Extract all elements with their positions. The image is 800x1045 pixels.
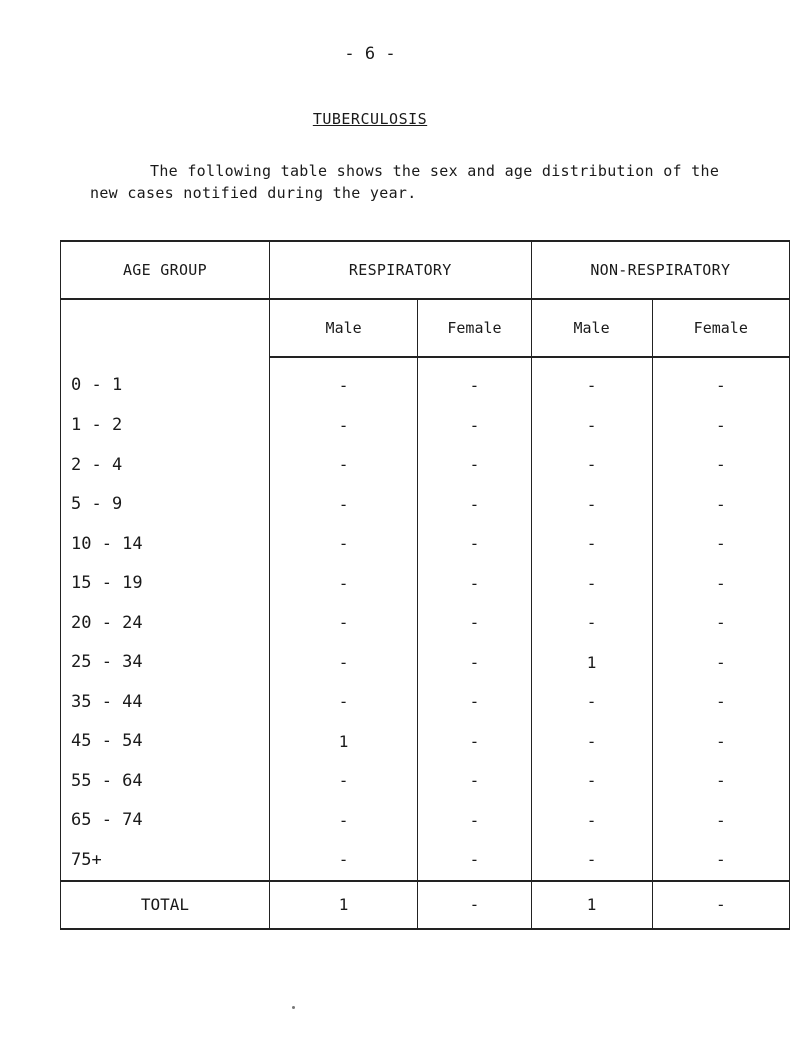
group-header-row (61, 241, 790, 299)
tuberculosis-table (60, 240, 790, 930)
resp-male-cell: - (269, 840, 417, 881)
sub-header-nonresp-male: Male (531, 299, 652, 357)
resp-female-cell: - (418, 406, 531, 446)
nonresp-male-cell: - (531, 603, 652, 643)
table-row (61, 682, 790, 722)
age-cell: 5 - 9 (61, 485, 270, 525)
table-row (61, 445, 790, 485)
resp-female-cell: - (418, 643, 531, 683)
table-row (61, 485, 790, 525)
resp-female-cell: - (418, 445, 531, 485)
nonresp-female-cell: - (652, 357, 789, 406)
nonresp-male-cell: - (531, 722, 652, 762)
age-cell: 65 - 74 (61, 801, 270, 841)
table-row (61, 761, 790, 801)
nonresp-female-cell: - (652, 643, 789, 683)
resp-male-cell: - (269, 564, 417, 604)
table-row (61, 722, 790, 762)
age-cell: 45 - 54 (61, 722, 270, 762)
resp-female-cell: - (418, 485, 531, 525)
resp-male-cell: - (269, 801, 417, 841)
nonresp-male-cell: - (531, 485, 652, 525)
nonresp-male-cell: - (531, 357, 652, 406)
nonresp-female-cell: - (652, 840, 789, 881)
header-non-respiratory: NON-RESPIRATORY (531, 241, 789, 299)
age-cell: 75+ (61, 840, 270, 881)
sub-header-blank (61, 299, 270, 357)
table-row (61, 603, 790, 643)
total-label: TOTAL (61, 881, 270, 929)
nonresp-male-cell: 1 (531, 643, 652, 683)
sub-header-nonresp-female: Female (652, 299, 789, 357)
nonresp-female-cell: - (652, 445, 789, 485)
page-number: - 6 - (344, 44, 396, 64)
age-cell: 2 - 4 (61, 445, 270, 485)
nonresp-male-cell: - (531, 445, 652, 485)
nonresp-male-cell: - (531, 682, 652, 722)
age-cell: 35 - 44 (61, 682, 270, 722)
resp-female-cell: - (418, 564, 531, 604)
age-cell: 15 - 19 (61, 564, 270, 604)
header-age-group: AGE GROUP (61, 241, 270, 299)
resp-male-cell: - (269, 406, 417, 446)
resp-female-cell: - (418, 357, 531, 406)
nonresp-male-cell: - (531, 564, 652, 604)
resp-female-cell: - (418, 524, 531, 564)
nonresp-male-cell: - (531, 761, 652, 801)
nonresp-female-cell: - (652, 801, 789, 841)
table-row (61, 643, 790, 683)
nonresp-male-cell: - (531, 840, 652, 881)
resp-female-cell: - (418, 761, 531, 801)
nonresp-female-cell: - (652, 485, 789, 525)
nonresp-female-cell: - (652, 524, 789, 564)
resp-male-cell: - (269, 643, 417, 683)
resp-male-cell: - (269, 682, 417, 722)
nonresp-male-cell: - (531, 406, 652, 446)
age-cell: 10 - 14 (61, 524, 270, 564)
table-row (61, 564, 790, 604)
nonresp-male-cell: - (531, 801, 652, 841)
page-title: TUBERCULOSIS (312, 110, 428, 128)
nonresp-female-cell: - (652, 406, 789, 446)
paper-speck (292, 1006, 295, 1009)
resp-male-cell: - (269, 524, 417, 564)
nonresp-male-cell: - (531, 524, 652, 564)
total-resp-male-cell: 1 (269, 881, 417, 929)
nonresp-female-cell: - (652, 682, 789, 722)
resp-female-cell: - (418, 840, 531, 881)
nonresp-female-cell: - (652, 722, 789, 762)
table-row (61, 801, 790, 841)
resp-male-cell: - (269, 445, 417, 485)
total-nonresp-female-cell: - (652, 881, 789, 929)
resp-male-cell: - (269, 357, 417, 406)
age-cell: 1 - 2 (61, 406, 270, 446)
age-cell: 0 - 1 (61, 357, 270, 406)
nonresp-female-cell: - (652, 564, 789, 604)
table-row (61, 840, 790, 881)
nonresp-female-cell: - (652, 603, 789, 643)
total-row (61, 881, 790, 929)
resp-male-cell: - (269, 485, 417, 525)
resp-female-cell: - (418, 722, 531, 762)
nonresp-female-cell: - (652, 761, 789, 801)
resp-female-cell: - (418, 682, 531, 722)
resp-male-cell: - (269, 603, 417, 643)
total-nonresp-male-cell: 1 (531, 881, 652, 929)
resp-male-cell: - (269, 761, 417, 801)
resp-female-cell: - (418, 603, 531, 643)
table-row (61, 406, 790, 446)
age-cell: 25 - 34 (61, 643, 270, 683)
intro-paragraph: The following table shows the sex and age distribution of the new cases notified during the year. (90, 162, 720, 202)
table-row (61, 357, 790, 406)
resp-male-cell: 1 (269, 722, 417, 762)
sub-header-resp-male: Male (269, 299, 417, 357)
age-cell: 20 - 24 (61, 603, 270, 643)
total-resp-female-cell: - (418, 881, 531, 929)
resp-female-cell: - (418, 801, 531, 841)
age-cell: 55 - 64 (61, 761, 270, 801)
header-respiratory: RESPIRATORY (269, 241, 531, 299)
sub-header-resp-female: Female (418, 299, 531, 357)
table-row (61, 524, 790, 564)
sub-header-row (61, 299, 790, 357)
